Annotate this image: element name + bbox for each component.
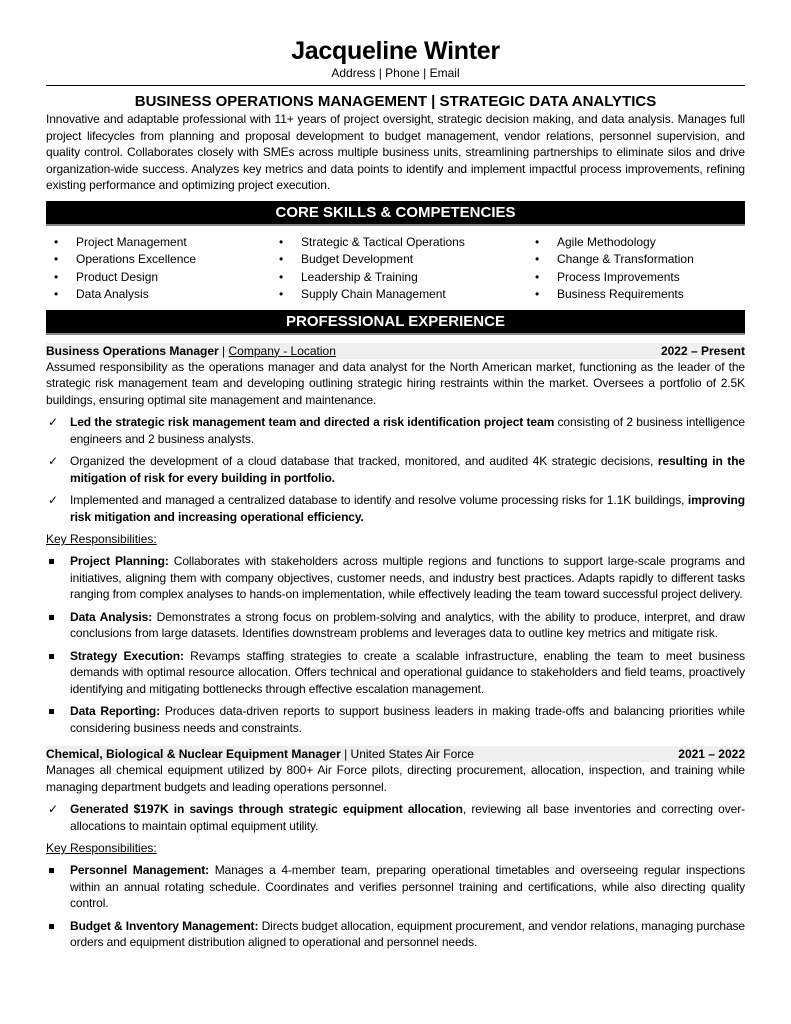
contact-line: Address | Phone | Email: [331, 66, 460, 80]
job-dates: 2021 – 2022: [678, 747, 745, 761]
skill-item: • Budget Development: [271, 251, 527, 269]
skill-item: • Process Improvements: [527, 269, 745, 287]
resume-page: [46, 0, 745, 951]
responsibilities-list: [46, 862, 745, 951]
skill-item: • Strategic & Tactical Operations: [271, 234, 527, 252]
responsibility-text: Directs budget allocation, equipment procurement, and vendor relations, managing purchase orders and equipment distribution aligned to operational and personnel needs.: [70, 918, 745, 949]
achievement-text: , reviewing all base inventories and correcting over-allocations to maintain optimal equipment utility.: [70, 802, 745, 833]
achievement-item: [46, 453, 745, 486]
skill-item: • Operations Excellence: [46, 251, 271, 269]
achievements-list: [46, 801, 745, 834]
responsibility-text: Produces data-driven reports to support business leaders in making trade-offs and balancing priorities while considering business needs and constraints.: [70, 704, 745, 735]
achievement-text: Organized the development of a cloud database that tracked, monitored, and audited 4K strategic decisions,: [70, 454, 658, 468]
header-divider: [46, 85, 745, 86]
job-title-line: [46, 343, 336, 359]
responsibility-text: Revamps staffing strategies to create a scalable infrastructure, enabling the team to meet business demands with optimal resource allocation. Offers technical and operational guidance to stakeholders and field teams, proactively identifying and mitigating bottlenecks through effective escalation management.: [70, 648, 745, 696]
responsibility-item: [46, 703, 745, 736]
responsibility-text: Manages a 4-member team, preparing operational timetables and overseeing regular inspections within an annual rotating schedule. Coordinates and verifies personnel training and certifications, while also directing quality control.: [70, 863, 745, 910]
achievement-item: [46, 492, 745, 525]
achievement-item: [46, 801, 745, 834]
responsibility-item: [46, 553, 745, 603]
skill-item: • Project Management: [46, 234, 271, 252]
job-title: Chemical, Biological & Nuclear Equipment Manager: [46, 747, 341, 761]
skills-list: [46, 234, 745, 304]
responsibilities-list: [46, 553, 745, 736]
skills-section-header: CORE SKILLS & COMPETENCIES: [46, 201, 745, 226]
responsibility-label: Budget & Inventory Management:: [70, 918, 259, 933]
skill-item: • Leadership & Training: [271, 269, 527, 287]
key-responsibilities-label: Key Responsibilities:: [46, 841, 157, 855]
responsibility-item: [46, 918, 745, 951]
summary-paragraph: Innovative and adaptable professional with 11+ years of project oversight, strategic decision making, and data analysis. Manages full project lifecycles from planning and proposal development to budget management, vendor relations, personnel supervision, and quality control. Collaborates closely with SMEs across multiple business units, streamlining partnerships to eliminate silos and drive organization-wide success. Analyzes key metrics and data points to identify and implement impactful process improvements, refining existing performance and optimizing project execution.: [46, 112, 745, 192]
skill-item: • Change & Transformation: [527, 251, 745, 269]
skills-column-3: [527, 234, 745, 304]
achievement-text: Implemented and managed a centralized database to identify and resolve volume processing risks for 1.1K buildings,: [70, 493, 688, 507]
skill-item: • Business Requirements: [527, 286, 745, 304]
responsibility-text: Collaborates with stakeholders across multiple regions and functions to support large-scale programs and initiatives, aligning them with company objectives, customer needs, and industry best practices. Adapts rapidly to different tasks ranging from complex analyses to hands-on implementation, while effectively leading the team toward successful project delivery.: [70, 554, 745, 601]
job-separator: |: [218, 343, 229, 358]
skills-column-2: [271, 234, 527, 304]
job-company: United States Air Force: [350, 747, 474, 761]
skill-item: • Product Design: [46, 269, 271, 287]
responsibility-label: Strategy Execution:: [70, 648, 184, 663]
responsibility-item: [46, 648, 745, 698]
achievement-text: consisting of 2 business intelligence engineers and 2 business analysts.: [70, 415, 745, 446]
skills-column-1: [46, 234, 271, 304]
achievement-highlight: resulting in the mitigation of risk for every building in portfolio.: [70, 454, 745, 485]
job-title: Business Operations Manager: [46, 343, 219, 358]
achievements-list: [46, 414, 745, 525]
achievement-highlight: Generated $197K in savings through strategic equipment allocation: [70, 802, 463, 816]
job-separator: |: [340, 747, 351, 761]
job-description: Manages all chemical equipment utilized by 800+ Air Force pilots, directing procurement, allocation, inspection, and training while managing department budgets and leading operations personnel.: [46, 763, 745, 794]
key-responsibilities-label: Key Responsibilities:: [46, 532, 157, 546]
achievement-highlight: Led the strategic risk management team and directed a risk identification project team: [70, 415, 555, 429]
job-company: Company - Location: [228, 343, 336, 358]
achievement-highlight: improving risk mitigation and increasing operational efficiency.: [70, 493, 745, 524]
headline: BUSINESS OPERATIONS MANAGEMENT | STRATEGIC DATA ANALYTICS: [134, 93, 657, 110]
job-description: Assumed responsibility as the operations manager and data analyst for the North American market, functioning as the leader of the strategic risk management team and developing outlining strategic hiring restraints within the market. Oversees a portfolio of 2.5K buildings, ensuring optimal site management and maintenance.: [46, 359, 745, 407]
responsibility-text: Demonstrates a strong focus on problem-solving and analytics, with the ability to produce, interpret, and draw conclusions from large datasets. Identifies downstream problems and leverages data to outline key metrics and mitigate risk.: [70, 609, 745, 640]
responsibility-item: [46, 862, 745, 912]
achievement-item: [46, 414, 745, 447]
job-title-line: [46, 746, 474, 762]
responsibility-item: [46, 609, 745, 642]
job-header: [46, 343, 745, 359]
responsibility-label: Personnel Management:: [70, 863, 210, 877]
skill-item: • Supply Chain Management: [271, 286, 527, 304]
candidate-name: Jacqueline Winter: [291, 37, 500, 65]
responsibility-label: Data Reporting:: [70, 704, 161, 718]
experience-section-header: PROFESSIONAL EXPERIENCE: [46, 310, 745, 335]
skill-item: • Data Analysis: [46, 286, 271, 304]
job-header: [46, 746, 745, 762]
responsibility-label: Project Planning:: [70, 554, 169, 568]
skill-item: • Agile Methodology: [527, 234, 745, 252]
job-dates: 2022 – Present: [660, 343, 745, 358]
responsibility-label: Data Analysis:: [70, 609, 153, 624]
